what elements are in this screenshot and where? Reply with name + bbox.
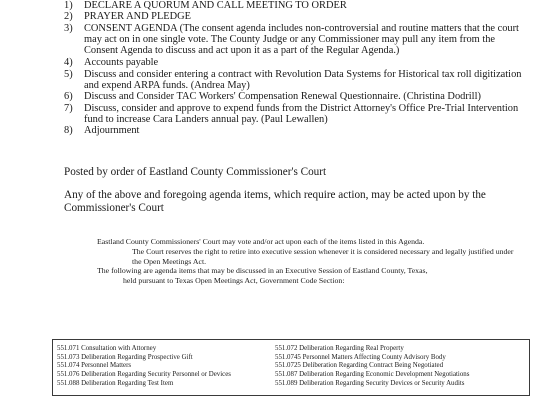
posted-by-line: Posted by order of Eastland County Commissioner's Court — [64, 166, 327, 178]
code-item: 551.076 Deliberation Regarding Security Personnel or Devices — [57, 371, 231, 379]
code-item: 551.0725 Deliberation Regarding Contract Being Negotiated — [275, 362, 444, 370]
agenda-item — [64, 125, 526, 136]
agenda-item-number: 6) — [64, 91, 73, 103]
code-item: 551.087 Deliberation Regarding Economic Development Negotiations — [275, 371, 470, 379]
agenda-item-text: DECLARE A QUORUM AND CALL MEETING TO ORDER — [84, 0, 347, 11]
notice-line: The following are agenda items that may be discussed in an Executive Session of Eastland County, Texas, — [97, 266, 428, 276]
code-column-right — [275, 345, 469, 389]
agenda-item-number: 4) — [64, 57, 73, 69]
agenda-item-number: 7) — [64, 102, 73, 114]
agenda-item — [64, 69, 526, 92]
agenda-list — [64, 0, 526, 137]
notice-line: Eastland County Commissioners' Court may vote and/or act upon each of the items listed in this Agenda. — [97, 237, 425, 246]
agenda-item-number: 3) — [64, 22, 73, 34]
agenda-item-number: 5) — [64, 68, 73, 80]
agenda-item — [64, 91, 526, 102]
agenda-item — [64, 0, 526, 11]
agenda-item-text: PRAYER AND PLEDGE — [84, 11, 191, 23]
executive-session-notice — [97, 237, 517, 286]
agenda-item-number: 2) — [64, 11, 73, 23]
code-item: 551.088 Deliberation Regarding Test Item — [57, 379, 174, 387]
agenda-item-text: Accounts payable — [84, 57, 159, 69]
code-column-left — [57, 345, 231, 389]
agenda-item — [64, 103, 526, 126]
agenda-item-number: 8) — [64, 125, 73, 137]
agenda-item-text: Adjournment — [84, 125, 140, 137]
agenda-item — [64, 23, 526, 57]
agenda-item-text: Discuss and consider entering a contract with Revolution Data Systems for Historical tax roll digitization and expend ARPA funds. (Andrea May) — [84, 68, 522, 92]
agenda-item — [64, 57, 526, 68]
code-item: 551.089 Deliberation Regarding Security Devices or Security Audits — [275, 379, 465, 387]
agenda-item — [64, 11, 526, 22]
action-notice: Any of the above and foregoing agenda items, which require action, may be acted upon by the Commissioner's Court — [64, 189, 486, 214]
code-item: 551.074 Personnel Matters — [57, 362, 132, 370]
agenda-item-number: 1) — [64, 0, 73, 11]
code-item: 551.073 Deliberation Regarding Prospective Gift — [57, 353, 193, 361]
agenda-item-text: Discuss and Consider TAC Workers' Compensation Renewal Questionnaire. (Christina Dodrill) — [84, 91, 481, 103]
code-item: 551.0745 Personnel Matters Affecting County Advisory Body — [275, 353, 446, 361]
notice-line: The Court reserves the right to retire into executive session whenever it is considered necessary and legally justified under the Open Meetings Act. — [132, 246, 514, 266]
government-code-box — [52, 339, 530, 396]
code-item: 551.072 Deliberation Regarding Real Property — [275, 345, 404, 352]
code-item: 551.071 Consultation with Attorney — [57, 345, 157, 352]
notice-line: held pursuant to Texas Open Meetings Act, Government Code Section: — [123, 276, 345, 286]
agenda-item-text: CONSENT AGENDA (The consent agenda includes non-controversial and routine matters that the court may act on in one single vote. The County Judge or any Commissioner may pull any item from the Consent Agenda to discuss and act upon it as a part of the Regular Agenda.) — [84, 22, 519, 57]
agenda-item-text: Discuss, consider and approve to expend funds from the District Attorney's Office Pre-Trial Intervention fund to increase Cara Landers annual pay. (Paul Lewallen) — [84, 102, 519, 125]
